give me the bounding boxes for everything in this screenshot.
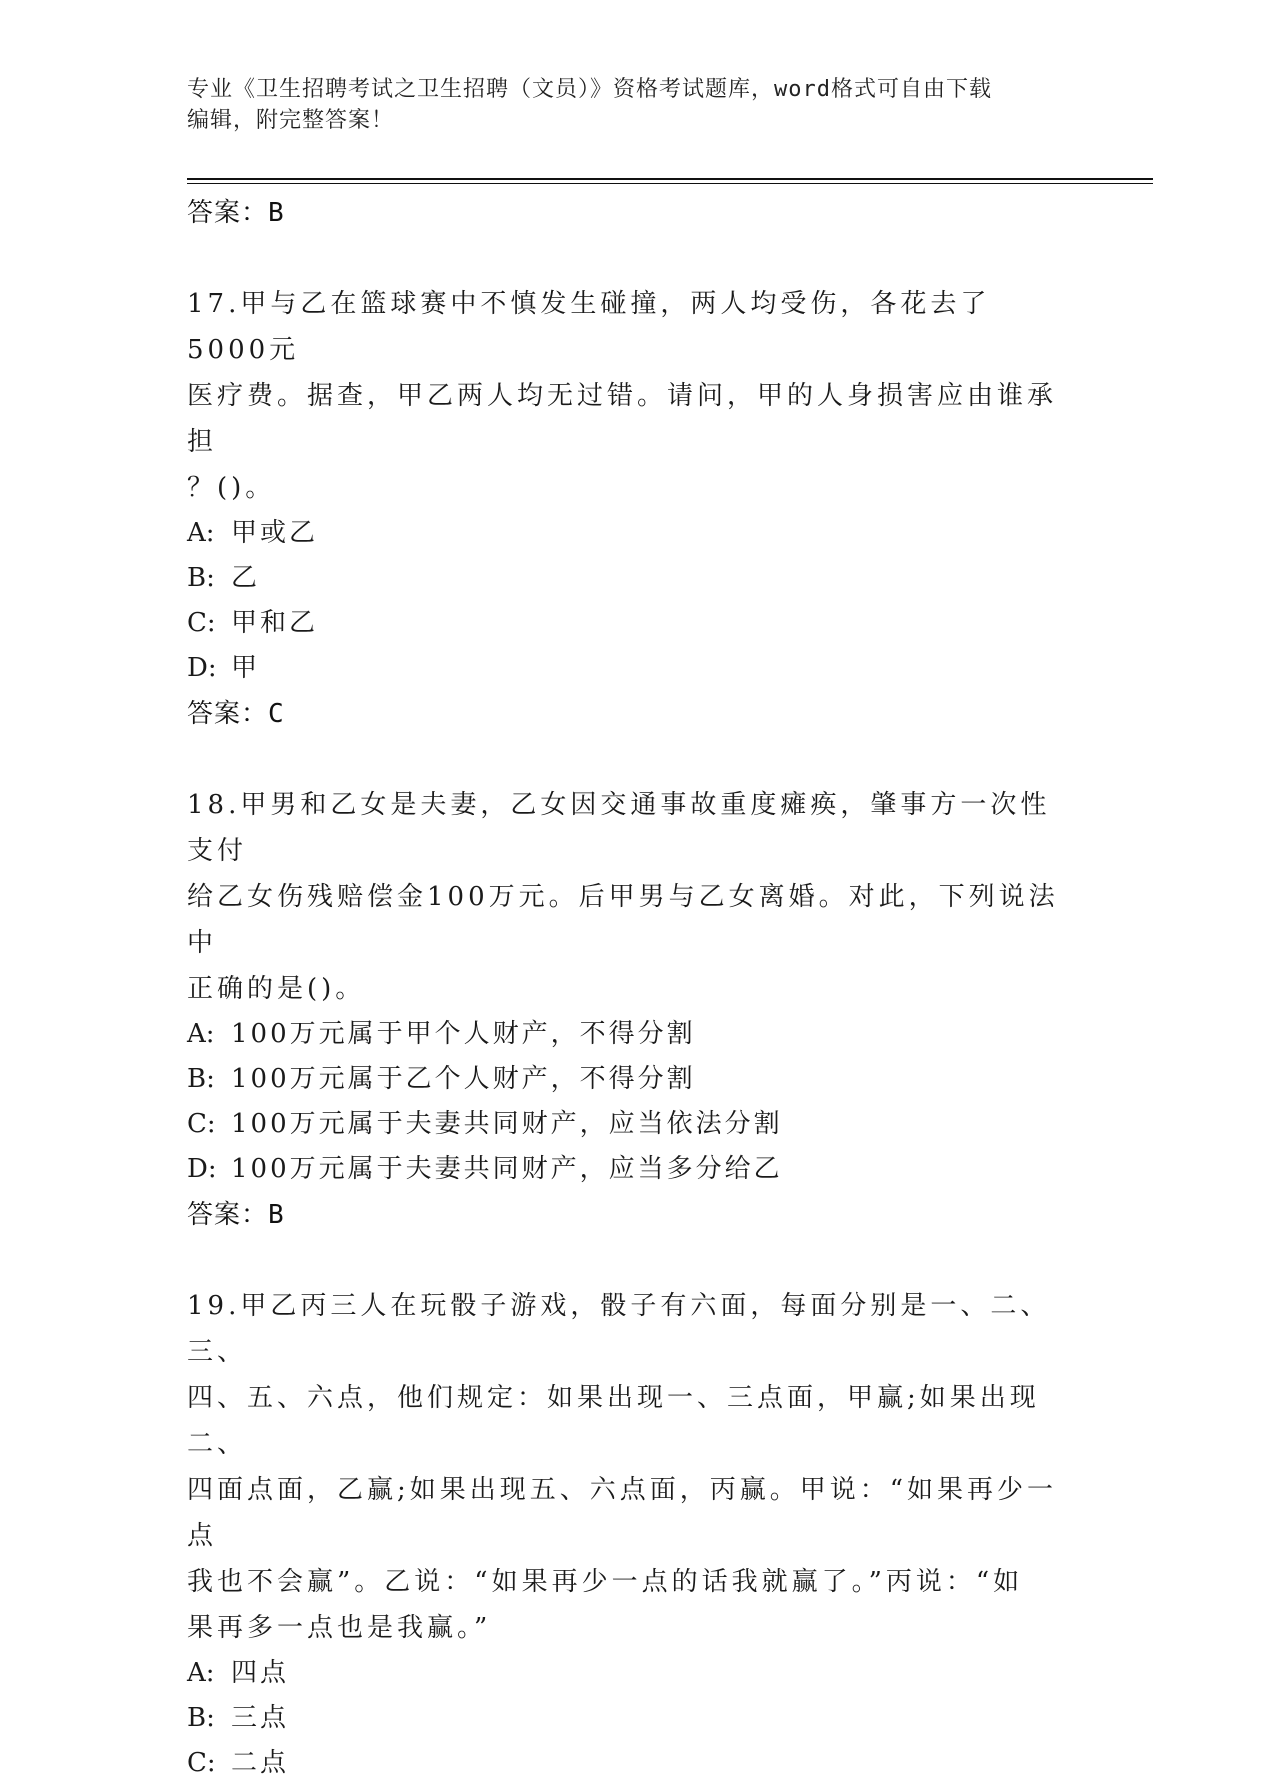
option-letter: C: <box>187 608 216 638</box>
question-17-option-b <box>187 556 1067 601</box>
question-18-option-d <box>187 1147 1067 1192</box>
question-17-option-d <box>187 646 1067 691</box>
question-19-line-5: 果再多一点也是我赢。” <box>187 1613 492 1643</box>
option-letter: A: <box>187 1019 215 1049</box>
question-19 <box>187 1283 1067 1786</box>
option-text: 100万元属于夫妻共同财产，应当多分给乙 <box>231 1154 783 1184</box>
question-17-line-2: 医疗费。据查，甲乙两人均无过错。请问，甲的人身损害应由谁承担 <box>187 381 1058 457</box>
option-text: 四点 <box>231 1658 290 1688</box>
header-line-1: 专业《卫生招聘考试之卫生招聘（文员）》资格考试题库，word格式可自由下载 <box>187 77 992 102</box>
question-19-line-4: 我也不会赢”。乙说：“如果再少一点的话我就赢了。”丙说：“如 <box>187 1567 1024 1597</box>
header-divider-thick <box>187 178 1153 180</box>
question-18-option-b <box>187 1057 1067 1102</box>
page-header <box>187 74 1087 136</box>
question-18-line-2: 给乙女伤残赔偿金100万元。后甲男与乙女离婚。对此，下列说法中 <box>187 882 1059 958</box>
option-letter: D: <box>187 653 217 683</box>
option-text: 100万元属于甲个人财产，不得分割 <box>231 1019 696 1049</box>
question-19-option-a <box>187 1651 1067 1696</box>
option-letter: A: <box>187 518 215 548</box>
option-letter: A: <box>187 1658 215 1688</box>
question-17 <box>187 281 1067 737</box>
question-18-line-3: 正确的是()。 <box>187 974 366 1004</box>
option-letter: C: <box>187 1109 216 1139</box>
option-text: 三点 <box>231 1703 290 1733</box>
question-18-stem <box>187 782 1067 1012</box>
option-text: 100万元属于夫妻共同财产，应当依法分割 <box>231 1109 783 1139</box>
option-letter: D: <box>187 1154 217 1184</box>
question-17-line-3: ？()。 <box>187 473 276 503</box>
option-text: 甲 <box>231 653 261 683</box>
option-text: 甲和乙 <box>231 608 319 638</box>
option-letter: B: <box>187 1703 215 1733</box>
option-text: 100万元属于乙个人财产，不得分割 <box>231 1064 696 1094</box>
option-text: 乙 <box>231 563 261 593</box>
question-19-line-1: 19.甲乙丙三人在玩骰子游戏，骰子有六面，每面分别是一、二、三、 <box>187 1291 1051 1367</box>
question-18-line-1: 18.甲男和乙女是夫妻，乙女因交通事故重度瘫痪，肇事方一次性支付 <box>187 790 1051 866</box>
question-18-option-c <box>187 1102 1067 1147</box>
answer-18: 答案：B <box>187 1200 285 1230</box>
option-letter: C: <box>187 1748 216 1778</box>
header-divider-thin <box>187 183 1153 184</box>
question-17-option-c <box>187 601 1067 646</box>
answer-17: 答案：C <box>187 699 285 729</box>
header-line-2: 编辑，附完整答案！ <box>187 108 395 133</box>
question-17-option-a <box>187 511 1067 556</box>
question-18-option-a <box>187 1012 1067 1057</box>
option-text: 甲或乙 <box>231 518 319 548</box>
question-19-stem <box>187 1283 1067 1651</box>
answer-previous: 答案：B <box>187 198 285 228</box>
question-18 <box>187 782 1067 1238</box>
question-19-option-c <box>187 1741 1067 1786</box>
question-list <box>187 190 1067 1786</box>
option-text: 二点 <box>231 1748 290 1778</box>
option-letter: B: <box>187 563 215 593</box>
question-17-stem <box>187 281 1067 511</box>
question-19-line-3: 四面点面，乙赢;如果出现五、六点面，丙赢。甲说：“如果再少一点 <box>187 1475 1058 1551</box>
question-19-option-b <box>187 1696 1067 1741</box>
question-19-line-2: 四、五、六点，他们规定：如果出现一、三点面，甲赢;如果出现二、 <box>187 1383 1040 1459</box>
question-17-line-1: 17.甲与乙在篮球赛中不慎发生碰撞，两人均受伤，各花去了5000元 <box>187 289 991 365</box>
option-letter: B: <box>187 1064 215 1094</box>
